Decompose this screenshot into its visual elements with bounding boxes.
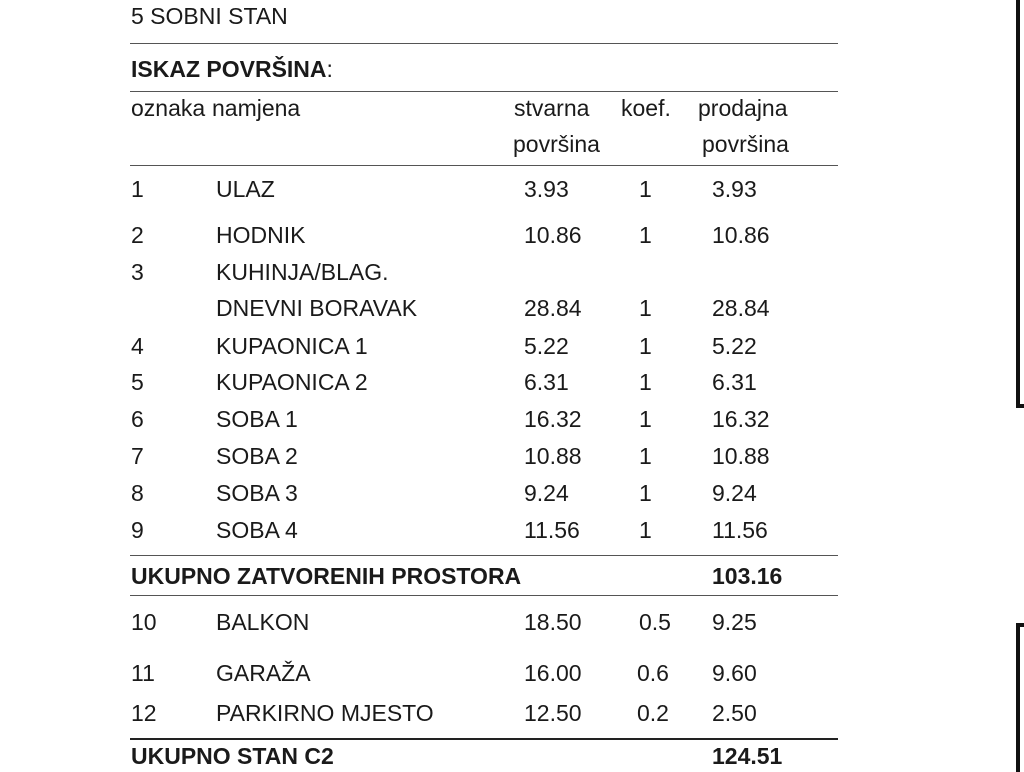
row-12-stvarna: 12.50 xyxy=(524,700,582,726)
title-divider xyxy=(130,43,838,44)
row-4-koef: 1 xyxy=(639,333,652,359)
row-3-namjena: KUHINJA/BLAG. xyxy=(216,259,389,285)
col-header-oznaka: oznaka xyxy=(131,95,206,121)
section-heading xyxy=(131,56,333,82)
heading-divider xyxy=(130,91,838,92)
row-10-prodajna: 9.25 xyxy=(712,609,757,635)
row-8-prodajna: 9.24 xyxy=(712,480,757,506)
row-10-oznaka: 10 xyxy=(131,609,157,635)
row-11-namjena: GARAŽA xyxy=(216,660,311,686)
row-8-stvarna: 9.24 xyxy=(524,480,569,506)
row-2-stvarna: 10.86 xyxy=(524,222,582,248)
row-6-koef: 1 xyxy=(639,406,652,432)
row-7-stvarna: 10.88 xyxy=(524,443,582,469)
section-heading-colon: : xyxy=(326,56,333,82)
total-divider xyxy=(130,738,838,740)
edge-bracket-top xyxy=(1016,0,1024,408)
row-3-namjena-2: DNEVNI BORAVAK xyxy=(216,295,418,321)
row-9-namjena: SOBA 4 xyxy=(216,517,298,543)
col-header-koef: koef. xyxy=(621,95,671,121)
row-11-koef: 0.6 xyxy=(637,660,669,686)
row-2-prodajna: 10.86 xyxy=(712,222,770,248)
col-header-namjena: namjena xyxy=(212,95,301,121)
row-10-namjena: BALKON xyxy=(216,609,310,635)
row-8-koef: 1 xyxy=(639,480,652,506)
row-1-koef: 1 xyxy=(639,176,652,202)
row-6-namjena: SOBA 1 xyxy=(216,406,298,432)
row-5-stvarna: 6.31 xyxy=(524,369,569,395)
row-1-namjena: ULAZ xyxy=(216,176,275,202)
row-5-prodajna: 6.31 xyxy=(712,369,757,395)
row-2-koef: 1 xyxy=(639,222,652,248)
col-header-stvarna: stvarna xyxy=(514,95,590,121)
row-5-koef: 1 xyxy=(639,369,652,395)
row-6-stvarna: 16.32 xyxy=(524,406,582,432)
row-11-stvarna: 16.00 xyxy=(524,660,582,686)
row-9-prodajna: 11.56 xyxy=(712,517,768,543)
row-4-prodajna: 5.22 xyxy=(712,333,757,359)
row-1-prodajna: 3.93 xyxy=(712,176,757,202)
page-title: 5 SOBNI STAN xyxy=(131,3,288,29)
subtotal-divider xyxy=(130,595,838,596)
row-3-stvarna: 28.84 xyxy=(524,295,582,321)
row-9-oznaka: 9 xyxy=(131,517,144,543)
col-header-prodajna-2: površina xyxy=(702,131,789,157)
row-2-namjena: HODNIK xyxy=(216,222,306,248)
row-10-stvarna: 18.50 xyxy=(524,609,582,635)
row-1-stvarna: 3.93 xyxy=(524,176,569,202)
header-divider xyxy=(130,165,838,166)
row-11-prodajna: 9.60 xyxy=(712,660,757,686)
row-7-koef: 1 xyxy=(639,443,652,469)
row-7-oznaka: 7 xyxy=(131,443,144,469)
row-3-koef: 1 xyxy=(639,295,652,321)
row-10-koef: 0.5 xyxy=(639,609,671,635)
row-12-koef: 0.2 xyxy=(637,700,669,726)
row-12-namjena: PARKIRNO MJESTO xyxy=(216,700,434,726)
row-6-prodajna: 16.32 xyxy=(712,406,770,432)
row-8-namjena: SOBA 3 xyxy=(216,480,298,506)
row-12-oznaka: 12 xyxy=(131,700,157,726)
edge-bracket-bottom xyxy=(1016,623,1024,772)
row-5-oznaka: 5 xyxy=(131,369,144,395)
row-6-oznaka: 6 xyxy=(131,406,144,432)
row-7-namjena: SOBA 2 xyxy=(216,443,298,469)
total-value: 124.51 xyxy=(712,743,783,769)
row-9-koef: 1 xyxy=(639,517,652,543)
row-2-oznaka: 2 xyxy=(131,222,144,248)
section-heading-text: ISKAZ POVRŠINA xyxy=(131,56,327,82)
subtotal-label: UKUPNO ZATVORENIH PROSTORA xyxy=(131,563,522,589)
row-5-namjena: KUPAONICA 2 xyxy=(216,369,368,395)
row-1-oznaka: 1 xyxy=(131,176,144,202)
row-12-prodajna: 2.50 xyxy=(712,700,757,726)
col-header-prodajna: prodajna xyxy=(698,95,788,121)
row-3-oznaka: 3 xyxy=(131,259,144,285)
row-11-oznaka: 11 xyxy=(131,660,155,686)
row-4-namjena: KUPAONICA 1 xyxy=(216,333,368,359)
row-8-oznaka: 8 xyxy=(131,480,144,506)
subtotal-value: 103.16 xyxy=(712,563,783,589)
total-label: UKUPNO STAN C2 xyxy=(131,743,334,769)
rows-divider xyxy=(130,555,838,556)
row-9-stvarna: 11.56 xyxy=(524,517,580,543)
row-4-oznaka: 4 xyxy=(131,333,144,359)
row-4-stvarna: 5.22 xyxy=(524,333,569,359)
row-7-prodajna: 10.88 xyxy=(712,443,770,469)
col-header-stvarna-2: površina xyxy=(513,131,600,157)
row-3-prodajna: 28.84 xyxy=(712,295,770,321)
